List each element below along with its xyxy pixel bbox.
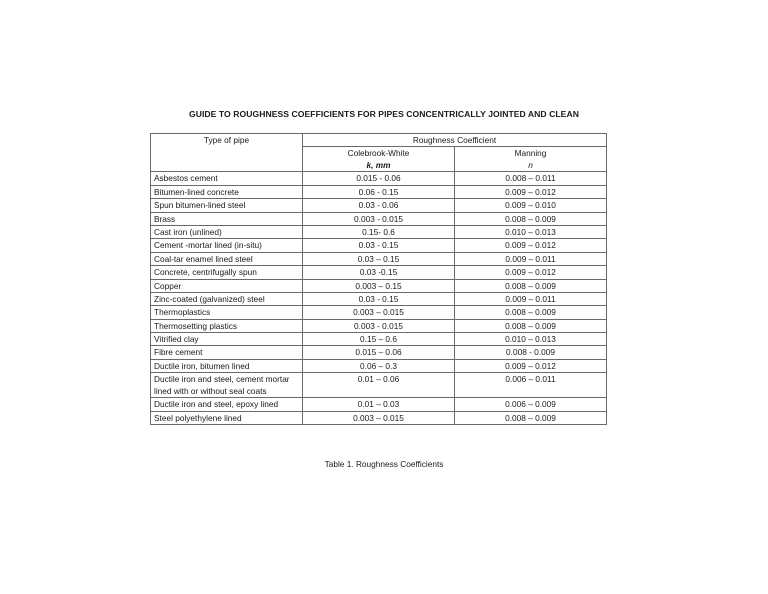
manning-label: Manning — [514, 148, 547, 159]
colebrook-white-value: 0.015 – 0.06 — [303, 346, 455, 359]
table-row — [151, 279, 607, 292]
table-row — [151, 292, 607, 305]
pipe-type-cell: Bitumen-lined concrete — [151, 185, 303, 198]
colebrook-white-value: 0.15- 0.6 — [303, 225, 455, 238]
colebrook-white-value: 0.01 – 0.03 — [303, 398, 455, 411]
table-row — [151, 333, 607, 346]
pipe-type-cell: Brass — [151, 212, 303, 225]
pipe-type-cell: Zinc-coated (galvanized) steel — [151, 292, 303, 305]
pipe-type-cell: Ductile iron, bitumen lined — [151, 359, 303, 372]
colebrook-white-value: 0.015 - 0.06 — [303, 172, 455, 185]
pipe-type-cell: Cast iron (unlined) — [151, 225, 303, 238]
manning-unit: n — [528, 160, 533, 171]
colebrook-white-unit: k, mm — [366, 160, 391, 171]
colebrook-white-value: 0.03 - 0.06 — [303, 199, 455, 212]
header-row-group — [151, 134, 607, 147]
manning-value: 0.009 – 0.012 — [455, 185, 607, 198]
manning-value: 0.008 – 0.009 — [455, 279, 607, 292]
table-row — [151, 172, 607, 185]
colebrook-white-value: 0.003 – 0.015 — [303, 306, 455, 319]
manning-value: 0.006 – 0.009 — [455, 398, 607, 411]
manning-value: 0.009 – 0.012 — [455, 359, 607, 372]
pipe-type-cell: Fibre cement — [151, 346, 303, 359]
colebrook-white-value: 0.003 – 0.15 — [303, 279, 455, 292]
colebrook-white-value: 0.003 - 0.015 — [303, 212, 455, 225]
colebrook-white-value: 0.03 -0.15 — [303, 266, 455, 279]
table-row — [151, 346, 607, 359]
manning-value: 0.010 – 0.013 — [455, 333, 607, 346]
table-row — [151, 212, 607, 225]
manning-value: 0.008 – 0.009 — [455, 319, 607, 332]
pipe-type-cell: Coal-tar enamel lined steel — [151, 252, 303, 265]
manning-value: 0.008 – 0.011 — [455, 172, 607, 185]
manning-value: 0.009 – 0.010 — [455, 199, 607, 212]
pipe-type-cell: Steel polyethylene lined — [151, 411, 303, 424]
table-row — [151, 319, 607, 332]
manning-value: 0.009 – 0.011 — [455, 292, 607, 305]
table-row — [151, 306, 607, 319]
manning-value: 0.008 – 0.009 — [455, 306, 607, 319]
colebrook-white-label: Colebrook-White — [347, 148, 410, 159]
pipe-type-cell: Vitrified clay — [151, 333, 303, 346]
manning-value: 0.010 – 0.013 — [455, 225, 607, 238]
table-row — [151, 373, 607, 398]
colebrook-white-value: 0.06 - 0.15 — [303, 185, 455, 198]
table-row — [151, 225, 607, 238]
colebrook-white-value: 0.03 - 0.15 — [303, 239, 455, 252]
colebrook-white-value: 0.01 – 0.06 — [303, 373, 455, 398]
pipe-type-cell: Concrete, centrifugally spun — [151, 266, 303, 279]
colebrook-white-value: 0.003 – 0.015 — [303, 411, 455, 424]
manning-value: 0.009 – 0.011 — [455, 252, 607, 265]
pipe-type-cell: Thermosetting plastics — [151, 319, 303, 332]
table-row — [151, 199, 607, 212]
colebrook-white-header — [303, 147, 455, 172]
table-body — [151, 172, 607, 425]
type-of-pipe-header: Type of pipe — [151, 134, 303, 172]
manning-value: 0.006 – 0.011 — [455, 373, 607, 398]
colebrook-white-value: 0.15 – 0.6 — [303, 333, 455, 346]
colebrook-white-value: 0.003 - 0.015 — [303, 319, 455, 332]
colebrook-white-value: 0.03 - 0.15 — [303, 292, 455, 305]
table-caption: Table 1. Roughness Coefficients — [324, 459, 444, 469]
colebrook-white-value: 0.06 – 0.3 — [303, 359, 455, 372]
roughness-coefficient-header: Roughness Coefficient — [303, 134, 607, 147]
manning-value: 0.009 – 0.012 — [455, 266, 607, 279]
manning-value: 0.008 – 0.009 — [455, 212, 607, 225]
table-row — [151, 239, 607, 252]
pipe-type-cell: Copper — [151, 279, 303, 292]
table-row — [151, 359, 607, 372]
table-row — [151, 266, 607, 279]
manning-value: 0.008 - 0.009 — [455, 346, 607, 359]
manning-header — [455, 147, 607, 172]
table-row — [151, 252, 607, 265]
pipe-type-cell: Thermoplastics — [151, 306, 303, 319]
pipe-type-cell: Ductile iron and steel, cement mortar lined with or without seal coats — [151, 373, 303, 398]
colebrook-white-value: 0.03 – 0.15 — [303, 252, 455, 265]
pipe-type-cell: Spun bitumen-lined steel — [151, 199, 303, 212]
pipe-type-cell: Ductile iron and steel, epoxy lined — [151, 398, 303, 411]
manning-value: 0.008 – 0.009 — [455, 411, 607, 424]
table-row — [151, 185, 607, 198]
table-row — [151, 398, 607, 411]
table-row — [151, 411, 607, 424]
roughness-table — [150, 133, 607, 425]
pipe-type-cell: Cement -mortar lined (in-situ) — [151, 239, 303, 252]
document-title: GUIDE TO ROUGHNESS COEFFICIENTS FOR PIPES CONCENTRICALLY JOINTED AND CLEAN — [189, 109, 579, 119]
manning-value: 0.009 – 0.012 — [455, 239, 607, 252]
pipe-type-cell: Asbestos cement — [151, 172, 303, 185]
